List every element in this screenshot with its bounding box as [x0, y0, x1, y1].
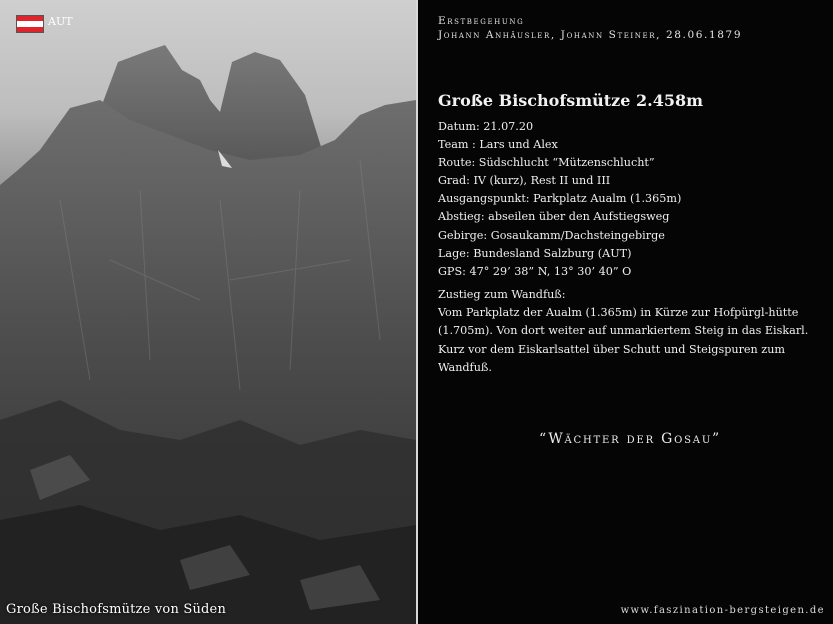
photo-caption: Große Bischofsmütze von Süden — [6, 602, 227, 617]
fact-team: Team : Lars und Alex — [438, 138, 558, 152]
fact-route: Route: Südschlucht “Mützenschlucht” — [438, 156, 655, 170]
facts-list — [438, 118, 818, 281]
mountain-photo — [0, 0, 416, 624]
country-code: AUT — [48, 15, 73, 28]
page-title: Große Bischofsmütze 2.458m — [438, 91, 704, 110]
motto: “Wächter der Gosau” — [538, 431, 721, 447]
fact-gps: GPS: 47° 29’ 38” N, 13° 30’ 40” O — [438, 264, 632, 278]
fact-descent: Abstieg: abseilen über den Aufstiegsweg — [438, 210, 670, 224]
fact-location: Lage: Bundesland Salzburg (AUT) — [438, 246, 632, 260]
approach-text: Vom Parkplatz der Aualm (1.365m) in Kürze zur Hofpürgl-hütte (1.705m). Von dort weiter auf unmarkiertem Steig in das Eiskarl. Kurz vor dem Eiskarlsattel über Schutt und Steigspuren zum Wandfuß. — [438, 306, 809, 374]
first-ascent-detail: Johann Anhäusler, Johann Steiner, 28.06.1879 — [438, 29, 743, 41]
austria-flag-icon — [16, 15, 44, 33]
mountain-illustration — [0, 0, 416, 624]
website-link[interactable]: www.faszination-bergsteigen.de — [620, 605, 825, 616]
fact-grade: Grad: IV (kurz), Rest II und III — [438, 174, 611, 188]
fact-range: Gebirge: Gosaukamm/Dachsteingebirge — [438, 228, 665, 242]
approach-heading: Zustieg zum Wandfuß: — [438, 288, 566, 301]
approach-section — [438, 286, 823, 377]
first-ascent-heading: Erstbegehung — [438, 15, 525, 27]
fact-start-point: Ausgangspunkt: Parkplatz Aualm (1.365m) — [438, 192, 682, 206]
fact-date: Datum: 21.07.20 — [438, 120, 534, 133]
